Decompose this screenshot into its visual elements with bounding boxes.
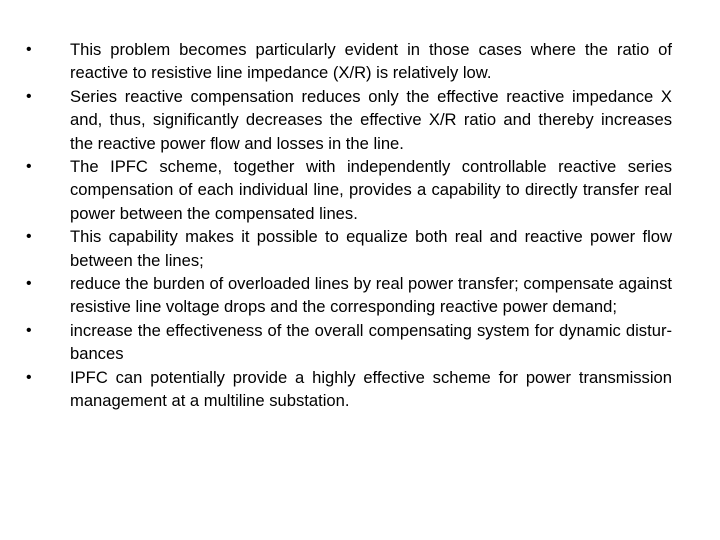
bullet-item (26, 85, 672, 155)
bullet-text: The IPFC scheme, together with independently controllable reactive series compensation of each individual line, provides a capability to directly transfer real power between the compensated lines. (70, 157, 672, 223)
bullet-dot-icon: • (26, 368, 32, 386)
bullet-item (26, 155, 672, 225)
bullet-dot-icon: • (26, 87, 32, 105)
bullet-text: Series reactive compensation reduces only the effective reactive impedance X and, thus, significantly decreases the effective X/R ratio and thereby increases the reactive power flow and losses in the line. (70, 86, 672, 153)
bullet-dot-icon: • (26, 41, 32, 58)
bullet-dot-icon: • (26, 321, 32, 339)
bullet-dot-icon: • (26, 158, 32, 176)
bullet-dot-icon: • (26, 275, 32, 293)
bullet-item (26, 272, 672, 319)
bullet-list (26, 38, 672, 413)
bullet-item (26, 319, 672, 366)
bullet-item (26, 366, 672, 413)
bullet-text: IPFC can potentially provide a highly effective scheme for power transmission management at a multiline substation. (70, 367, 672, 411)
bullet-text: increase the effectiveness of the overall compensating system for dynamic distur-bances (70, 320, 672, 364)
bullet-item (26, 38, 672, 85)
bullet-text: This capability makes it possible to equalize both real and reactive power flow between the lines; (70, 227, 672, 270)
bullet-text: reduce the burden of overloaded lines by real power transfer; compensate against resistive line voltage drops and the corresponding reactive power demand; (70, 274, 672, 317)
bullet-text: This problem becomes particularly evident in those cases where the ratio of reactive to resistive line impedance (X/R) is relatively low. (70, 40, 672, 83)
bullet-item (26, 225, 672, 272)
bullet-dot-icon: • (26, 228, 32, 246)
